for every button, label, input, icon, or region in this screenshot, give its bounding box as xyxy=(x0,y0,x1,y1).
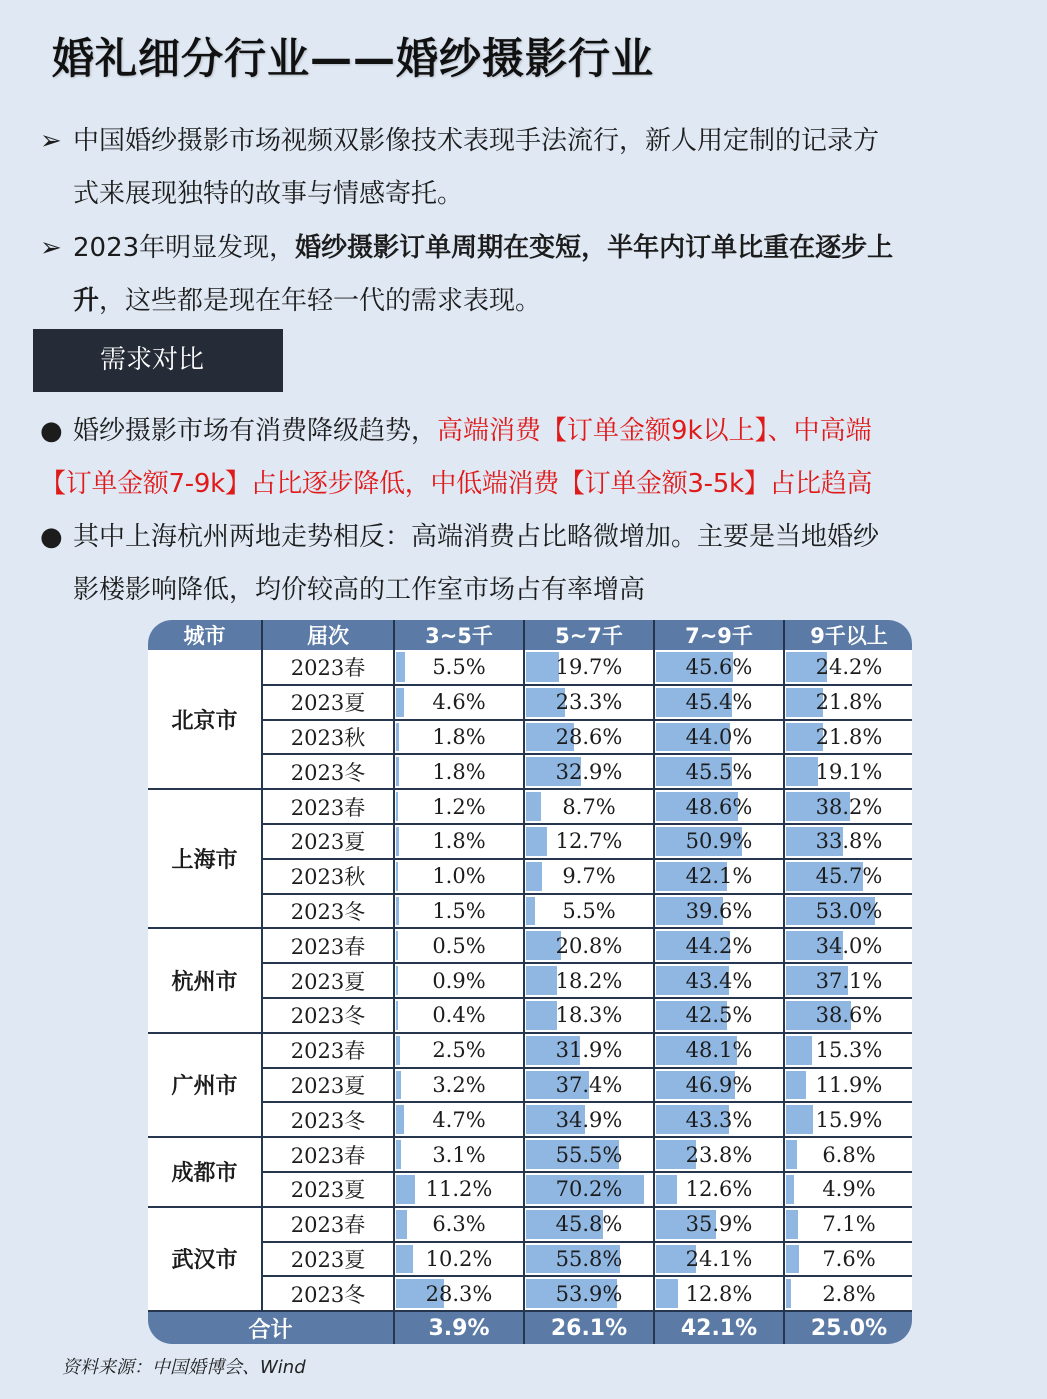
table-row xyxy=(148,998,912,1033)
value-cell xyxy=(394,720,524,755)
highlight-text: 【订单金额7-9k】占比逐步降低，中低端消费【订单金额3-5k】占比趋高 xyxy=(40,469,873,499)
value-text: 50.9% xyxy=(685,829,753,854)
table-row xyxy=(148,859,912,894)
term-cell: 2023春 xyxy=(262,928,394,963)
value-text: 18.3% xyxy=(555,1003,623,1028)
table-row xyxy=(148,789,912,824)
data-bar xyxy=(396,792,398,821)
value-text: 4.9% xyxy=(822,1177,876,1202)
data-bar xyxy=(396,827,399,856)
data-bar xyxy=(396,1175,415,1204)
value-cell xyxy=(654,1137,784,1172)
value-text: 0.5% xyxy=(432,933,486,958)
value-text: 34.9% xyxy=(555,1107,623,1132)
header-7-9k: 7~9千 xyxy=(654,620,784,650)
value-text: 24.2% xyxy=(815,654,883,679)
value-cell xyxy=(654,1033,784,1068)
value-text: 53.0% xyxy=(815,898,883,923)
value-text: 23.3% xyxy=(555,690,623,715)
data-bar xyxy=(786,1245,799,1274)
value-text: 12.6% xyxy=(685,1177,753,1202)
value-cell xyxy=(394,650,524,685)
value-text: 19.1% xyxy=(815,759,883,784)
table-row xyxy=(148,1242,912,1277)
value-cell xyxy=(784,894,912,929)
value-text: 21.8% xyxy=(815,690,883,715)
dot-bullet-icon: ● xyxy=(40,416,63,446)
total-value: 42.1% xyxy=(654,1311,784,1344)
value-text: 21.8% xyxy=(815,724,883,749)
value-cell xyxy=(654,1172,784,1207)
table-row xyxy=(148,928,912,963)
data-bar xyxy=(656,1279,678,1308)
value-cell xyxy=(394,859,524,894)
value-cell xyxy=(524,963,654,998)
data-table xyxy=(148,620,912,1344)
value-cell xyxy=(394,1242,524,1277)
value-text: 15.9% xyxy=(815,1107,883,1132)
value-text: 45.4% xyxy=(685,690,753,715)
value-text: 0.9% xyxy=(432,968,486,993)
data-bar xyxy=(396,966,398,995)
value-cell xyxy=(654,824,784,859)
value-text: 18.2% xyxy=(555,968,623,993)
data-bar xyxy=(396,931,398,960)
text-span: ，这些都是现在年轻一代的需求表现。 xyxy=(99,286,542,316)
value-cell xyxy=(654,685,784,720)
term-cell: 2023春 xyxy=(262,1033,394,1068)
value-text: 4.6% xyxy=(432,690,486,715)
data-bar xyxy=(786,1279,791,1308)
header-city: 城市 xyxy=(148,620,262,650)
term-cell: 2023冬 xyxy=(262,998,394,1033)
data-bar xyxy=(786,1036,812,1065)
value-cell xyxy=(524,754,654,789)
value-cell xyxy=(524,998,654,1033)
value-text: 39.6% xyxy=(685,898,753,923)
value-cell xyxy=(784,650,912,685)
value-cell xyxy=(524,685,654,720)
term-cell: 2023冬 xyxy=(262,754,394,789)
table-row xyxy=(148,685,912,720)
value-text: 12.7% xyxy=(555,829,623,854)
value-cell xyxy=(524,1172,654,1207)
value-cell xyxy=(654,650,784,685)
value-cell xyxy=(394,685,524,720)
value-cell xyxy=(654,859,784,894)
value-cell xyxy=(524,720,654,755)
value-text: 43.3% xyxy=(685,1107,753,1132)
value-text: 32.9% xyxy=(555,759,623,784)
value-cell xyxy=(394,1102,524,1137)
highlight-text: 高端消费【订单金额9k以上】、中高端 xyxy=(437,416,872,446)
value-text: 10.2% xyxy=(425,1246,493,1271)
value-cell xyxy=(394,963,524,998)
value-text: 4.7% xyxy=(432,1107,486,1132)
city-cell: 武汉市 xyxy=(148,1207,262,1311)
value-text: 45.5% xyxy=(685,759,753,784)
total-value: 3.9% xyxy=(394,1311,524,1344)
value-text: 24.1% xyxy=(685,1246,753,1271)
value-text: 1.0% xyxy=(432,864,486,889)
bullet-line: 影楼影响降低，均价较高的工作室市场占有率增高 xyxy=(73,575,646,605)
value-cell xyxy=(394,824,524,859)
value-text: 2.5% xyxy=(432,1038,486,1063)
value-text: 31.9% xyxy=(555,1038,623,1063)
data-bar xyxy=(396,1036,400,1065)
value-cell xyxy=(524,859,654,894)
term-cell: 2023冬 xyxy=(262,1102,394,1137)
value-cell xyxy=(784,1068,912,1103)
term-cell: 2023春 xyxy=(262,1137,394,1172)
bold-text: 升 xyxy=(73,286,100,316)
total-label: 合计 xyxy=(148,1311,394,1344)
value-text: 12.8% xyxy=(685,1281,753,1306)
value-text: 7.6% xyxy=(822,1246,876,1271)
value-text: 19.7% xyxy=(555,654,623,679)
header-9k-plus: 9千以上 xyxy=(784,620,912,650)
value-cell xyxy=(524,1242,654,1277)
data-bar xyxy=(656,1175,677,1204)
value-text: 44.0% xyxy=(685,724,753,749)
text-span: 2023年明显发现， xyxy=(73,233,296,263)
data-bar xyxy=(526,792,541,821)
value-text: 5.5% xyxy=(432,654,486,679)
value-text: 8.7% xyxy=(562,794,616,819)
data-bar xyxy=(526,897,535,926)
term-cell: 2023夏 xyxy=(262,685,394,720)
value-cell xyxy=(524,650,654,685)
value-cell xyxy=(654,963,784,998)
value-text: 38.2% xyxy=(815,794,883,819)
bold-text: 婚纱摄影订单周期在变短，半年内订单比重在逐步上 xyxy=(295,233,894,263)
value-cell xyxy=(394,1207,524,1242)
value-cell xyxy=(524,789,654,824)
table-header-row xyxy=(148,620,912,650)
value-text: 23.8% xyxy=(685,1142,753,1167)
value-text: 1.8% xyxy=(432,759,486,784)
bullet-line xyxy=(40,405,1020,458)
table-row xyxy=(148,754,912,789)
bullet-order-cycle xyxy=(40,222,1020,328)
bullet-video-trend xyxy=(40,115,1020,221)
value-cell xyxy=(784,1172,912,1207)
bullet-shanghai-hangzhou xyxy=(40,511,1020,617)
value-text: 34.0% xyxy=(815,933,883,958)
term-cell: 2023冬 xyxy=(262,894,394,929)
term-cell: 2023春 xyxy=(262,1207,394,1242)
term-cell: 2023夏 xyxy=(262,824,394,859)
table-row xyxy=(148,650,912,685)
table-row xyxy=(148,1102,912,1137)
value-cell xyxy=(524,928,654,963)
data-bar xyxy=(396,1071,401,1100)
value-text: 1.2% xyxy=(432,794,486,819)
value-cell xyxy=(394,894,524,929)
table-row xyxy=(148,963,912,998)
data-bar xyxy=(396,757,399,786)
value-cell xyxy=(524,1276,654,1311)
dot-bullet-icon: ● xyxy=(40,522,63,552)
value-cell xyxy=(394,1068,524,1103)
value-text: 28.6% xyxy=(555,724,623,749)
data-bar xyxy=(396,1245,413,1274)
data-bar xyxy=(396,723,399,752)
data-bar xyxy=(526,862,542,891)
value-text: 44.2% xyxy=(685,933,753,958)
data-bar xyxy=(396,897,399,926)
value-text: 45.7% xyxy=(815,864,883,889)
value-cell xyxy=(524,1137,654,1172)
value-text: 38.6% xyxy=(815,1003,883,1028)
value-text: 48.1% xyxy=(685,1038,753,1063)
data-bar xyxy=(396,652,405,682)
value-cell xyxy=(654,1276,784,1311)
value-cell xyxy=(784,685,912,720)
table-row xyxy=(148,1207,912,1242)
value-cell xyxy=(394,1033,524,1068)
table-row xyxy=(148,824,912,859)
value-cell xyxy=(784,963,912,998)
value-cell xyxy=(784,1276,912,1311)
value-text: 37.4% xyxy=(555,1072,623,1097)
value-text: 3.1% xyxy=(432,1142,486,1167)
value-text: 42.5% xyxy=(685,1003,753,1028)
table-row xyxy=(148,1068,912,1103)
value-cell xyxy=(524,824,654,859)
term-cell: 2023春 xyxy=(262,789,394,824)
arrow-bullet-icon: ➢ xyxy=(40,233,62,263)
data-bar xyxy=(526,652,559,682)
term-cell: 2023秋 xyxy=(262,720,394,755)
value-cell xyxy=(654,1102,784,1137)
data-bar xyxy=(396,1210,407,1239)
page-title: 婚礼细分行业——婚纱摄影行业 xyxy=(52,34,655,83)
text-span: 婚纱摄影市场有消费降级趋势， xyxy=(73,416,438,446)
value-text: 45.6% xyxy=(685,654,753,679)
value-cell xyxy=(524,894,654,929)
term-cell: 2023冬 xyxy=(262,1276,394,1311)
value-cell xyxy=(784,1137,912,1172)
value-cell xyxy=(654,928,784,963)
value-text: 35.9% xyxy=(685,1212,753,1237)
data-bar xyxy=(786,757,818,786)
value-cell xyxy=(524,1207,654,1242)
bullet-line: 其中上海杭州两地走势相反：高端消费占比略微增加。主要是当地婚纱 xyxy=(73,522,880,552)
value-text: 6.8% xyxy=(822,1142,876,1167)
value-text: 11.9% xyxy=(815,1072,883,1097)
value-text: 9.7% xyxy=(562,864,616,889)
value-cell xyxy=(394,754,524,789)
value-text: 11.2% xyxy=(425,1177,493,1202)
data-bar xyxy=(396,1001,398,1030)
section-tag-demand: 需求对比 xyxy=(33,329,283,392)
table-row xyxy=(148,894,912,929)
value-text: 0.4% xyxy=(432,1003,486,1028)
value-cell xyxy=(524,1033,654,1068)
value-cell xyxy=(784,859,912,894)
value-text: 42.1% xyxy=(685,864,753,889)
value-cell xyxy=(394,928,524,963)
value-cell xyxy=(784,789,912,824)
value-text: 55.5% xyxy=(555,1142,623,1167)
city-cell: 广州市 xyxy=(148,1033,262,1137)
city-cell: 成都市 xyxy=(148,1137,262,1207)
value-cell xyxy=(654,1068,784,1103)
value-cell xyxy=(394,1276,524,1311)
value-text: 3.2% xyxy=(432,1072,486,1097)
data-bar xyxy=(396,862,398,891)
total-value: 25.0% xyxy=(784,1311,912,1344)
arrow-bullet-icon: ➢ xyxy=(40,126,62,156)
value-cell xyxy=(784,998,912,1033)
data-bar xyxy=(786,1140,797,1169)
value-text: 53.9% xyxy=(555,1281,623,1306)
value-text: 1.8% xyxy=(432,829,486,854)
value-cell xyxy=(784,1102,912,1137)
data-bar xyxy=(786,1175,794,1204)
value-cell xyxy=(784,1207,912,1242)
value-text: 1.8% xyxy=(432,724,486,749)
value-cell xyxy=(784,1033,912,1068)
data-bar xyxy=(396,1140,401,1169)
value-cell xyxy=(784,754,912,789)
city-cell: 杭州市 xyxy=(148,928,262,1032)
value-cell xyxy=(784,720,912,755)
value-text: 48.6% xyxy=(685,794,753,819)
bullet-line xyxy=(40,275,1020,328)
value-cell xyxy=(654,894,784,929)
value-cell xyxy=(524,1068,654,1103)
value-text: 70.2% xyxy=(555,1177,623,1202)
bullet-line: 中国婚纱摄影市场视频双影像技术表现手法流行，新人用定制的记录方 xyxy=(73,126,880,156)
header-3-5k: 3~5千 xyxy=(394,620,524,650)
value-text: 20.8% xyxy=(555,933,623,958)
value-text: 45.8% xyxy=(555,1212,623,1237)
value-cell xyxy=(784,824,912,859)
data-bar xyxy=(526,1001,557,1030)
value-text: 6.3% xyxy=(432,1212,486,1237)
table-row xyxy=(148,720,912,755)
bullet-consumption-downgrade xyxy=(40,405,1020,511)
table-total-row xyxy=(148,1311,912,1344)
header-5-7k: 5~7千 xyxy=(524,620,654,650)
value-cell xyxy=(654,754,784,789)
term-cell: 2023秋 xyxy=(262,859,394,894)
value-cell xyxy=(784,1242,912,1277)
data-bar xyxy=(396,1105,404,1134)
bullet-line: 式来展现独特的故事与情感寄托。 xyxy=(73,179,464,209)
bullet-line xyxy=(40,222,1020,275)
data-bar xyxy=(786,1071,806,1100)
value-text: 33.8% xyxy=(815,829,883,854)
value-cell xyxy=(394,998,524,1033)
value-cell xyxy=(524,1102,654,1137)
term-cell: 2023春 xyxy=(262,650,394,685)
value-text: 15.3% xyxy=(815,1038,883,1063)
value-text: 37.1% xyxy=(815,968,883,993)
value-text: 5.5% xyxy=(562,898,616,923)
value-cell xyxy=(784,928,912,963)
city-cell: 北京市 xyxy=(148,650,262,789)
value-cell xyxy=(654,998,784,1033)
value-text: 2.8% xyxy=(822,1281,876,1306)
value-cell xyxy=(394,1172,524,1207)
data-bar xyxy=(396,688,404,717)
value-text: 1.5% xyxy=(432,898,486,923)
data-bar xyxy=(786,1210,798,1239)
table-row xyxy=(148,1276,912,1311)
value-text: 43.4% xyxy=(685,968,753,993)
total-value: 26.1% xyxy=(524,1311,654,1344)
header-term: 届次 xyxy=(262,620,394,650)
value-text: 28.3% xyxy=(425,1281,493,1306)
city-cell: 上海市 xyxy=(148,789,262,928)
value-text: 7.1% xyxy=(822,1212,876,1237)
value-cell xyxy=(394,789,524,824)
data-bar xyxy=(526,827,547,856)
value-cell xyxy=(394,1137,524,1172)
price-share-table xyxy=(148,620,912,1344)
value-text: 46.9% xyxy=(685,1072,753,1097)
table-row xyxy=(148,1137,912,1172)
value-text: 55.8% xyxy=(555,1246,623,1271)
value-cell xyxy=(654,1242,784,1277)
term-cell: 2023夏 xyxy=(262,963,394,998)
term-cell: 2023夏 xyxy=(262,1172,394,1207)
data-bar xyxy=(786,1105,813,1134)
value-cell xyxy=(654,1207,784,1242)
value-cell xyxy=(654,720,784,755)
data-bar xyxy=(526,966,557,995)
table-row xyxy=(148,1172,912,1207)
source-note: 资料来源：中国婚博会、Wind xyxy=(62,1357,306,1378)
table-row xyxy=(148,1033,912,1068)
term-cell: 2023夏 xyxy=(262,1242,394,1277)
value-cell xyxy=(654,789,784,824)
term-cell: 2023夏 xyxy=(262,1068,394,1103)
